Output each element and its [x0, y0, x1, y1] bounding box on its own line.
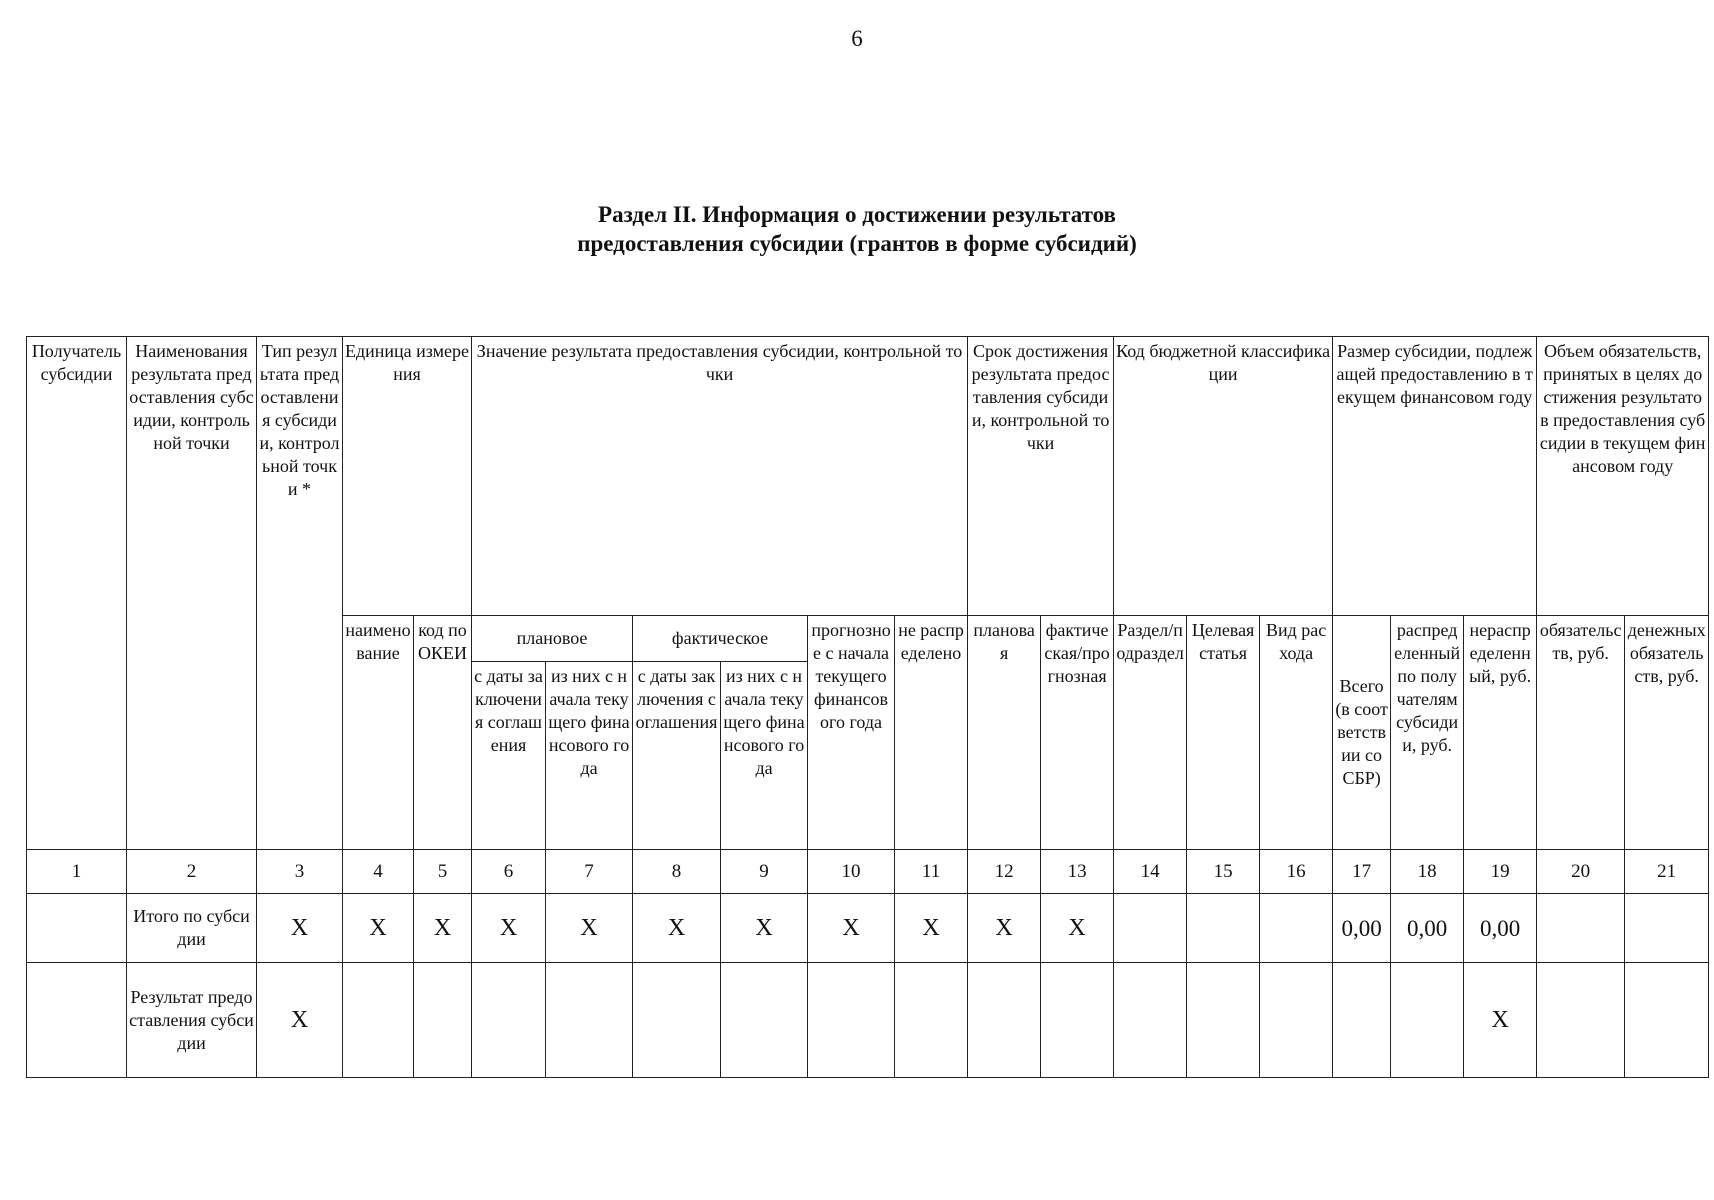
header-deadline-planned: плановая	[968, 616, 1041, 850]
subsidy-results-table	[26, 336, 1709, 1078]
header-actual-from-date: с даты заключения соглашения	[633, 662, 721, 850]
table-row-total	[27, 894, 1709, 963]
result-cell	[721, 963, 808, 1078]
result-label: Результат предоставления субсидии	[127, 963, 257, 1078]
column-number: 12	[968, 850, 1041, 894]
header-unit-name: наименование	[343, 616, 414, 850]
column-number: 9	[721, 850, 808, 894]
total-target-item-cell	[1187, 894, 1260, 963]
column-number: 17	[1333, 850, 1391, 894]
total-expense-type-cell	[1260, 894, 1333, 963]
header-planned: плановое	[472, 616, 633, 662]
page-number: 6	[851, 26, 863, 51]
result-cell	[1625, 963, 1709, 1078]
result-type-x: X	[257, 963, 343, 1078]
column-number: 21	[1625, 850, 1709, 894]
header-forecast: прогнозное с начала текущего финансового года	[808, 616, 895, 850]
total-type-x: X	[257, 894, 343, 963]
header-distributed: распределенный по получателям субсидии, руб.	[1391, 616, 1464, 850]
column-number: 16	[1260, 850, 1333, 894]
column-number: 5	[414, 850, 472, 894]
total-section-cell	[1114, 894, 1187, 963]
header-total-sbr: Всего (в соответствии со СБР)	[1333, 616, 1391, 850]
total-label: Итого по субсидии	[127, 894, 257, 963]
total-deadline-actual-x: X	[1041, 894, 1114, 963]
result-cell	[546, 963, 633, 1078]
column-number: 14	[1114, 850, 1187, 894]
column-number: 10	[808, 850, 895, 894]
total-distributed-amount: 0,00	[1391, 894, 1464, 963]
table-row-result	[27, 963, 1709, 1078]
header-obligations: Объем обязательств, принятых в целях достижения результатов предоставления субсидии в текущем финансовом году	[1537, 337, 1709, 616]
total-unit-code-x: X	[414, 894, 472, 963]
header-planned-from-date: с даты заключения соглашения	[472, 662, 546, 850]
total-deadline-planned-x: X	[968, 894, 1041, 963]
result-cell	[1187, 963, 1260, 1078]
header-planned-from-year: из них с начала текущего финансового года	[546, 662, 633, 850]
column-number: 19	[1464, 850, 1537, 894]
section-title-line-2: предоставления субсидии (грантов в форме субсидий)	[577, 231, 1137, 256]
header-row-top	[27, 337, 1709, 616]
total-unit-name-x: X	[343, 894, 414, 963]
header-undistributed-rub: нераспределенный, руб.	[1464, 616, 1537, 850]
result-cell	[1114, 963, 1187, 1078]
column-number: 4	[343, 850, 414, 894]
result-cell	[968, 963, 1041, 1078]
total-forecast-x: X	[808, 894, 895, 963]
column-number: 3	[257, 850, 343, 894]
total-recipient-cell	[27, 894, 127, 963]
header-unit: Единица измерения	[343, 337, 472, 616]
section-title	[0, 200, 1714, 258]
result-undistributed-x: X	[1464, 963, 1537, 1078]
header-budget-code: Код бюджетной классификации	[1114, 337, 1333, 616]
header-target-item: Целевая статья	[1187, 616, 1260, 850]
column-number: 1	[27, 850, 127, 894]
column-number: 18	[1391, 850, 1464, 894]
header-expense-type: Вид расхода	[1260, 616, 1333, 850]
result-cell	[343, 963, 414, 1078]
column-number: 6	[472, 850, 546, 894]
result-cell	[808, 963, 895, 1078]
column-number: 8	[633, 850, 721, 894]
result-cell	[1391, 963, 1464, 1078]
column-number: 20	[1537, 850, 1625, 894]
header-recipient: Получатель субсидии	[27, 337, 127, 850]
total-undistributed-amount: 0,00	[1464, 894, 1537, 963]
total-planned-date-x: X	[472, 894, 546, 963]
result-cell	[472, 963, 546, 1078]
section-title-line-1: Раздел II. Информация о достижении результатов	[598, 202, 1116, 227]
header-unit-code: код по ОКЕИ	[414, 616, 472, 850]
column-number: 11	[895, 850, 968, 894]
header-result-type: Тип результата предоставления субсидии, контрольной точки *	[257, 337, 343, 850]
total-monetary-cell	[1625, 894, 1709, 963]
total-actual-date-x: X	[633, 894, 721, 963]
result-cell	[633, 963, 721, 1078]
result-cell	[1041, 963, 1114, 1078]
result-cell	[1260, 963, 1333, 1078]
header-subsidy-size: Размер субсидии, подлежащей предоставлению в текущем финансовом году	[1333, 337, 1537, 616]
total-undistributed-x: X	[895, 894, 968, 963]
total-obligations-cell	[1537, 894, 1625, 963]
header-value: Значение результата предоставления субсидии, контрольной точки	[472, 337, 968, 616]
column-number: 7	[546, 850, 633, 894]
column-number-row	[27, 850, 1709, 894]
header-section: Раздел/подраздел	[1114, 616, 1187, 850]
column-number: 13	[1041, 850, 1114, 894]
header-actual: фактическое	[633, 616, 808, 662]
header-deadline-actual: фактическая/прогнозная	[1041, 616, 1114, 850]
header-deadline: Срок достижения результата предоставления субсидии, контрольной точки	[968, 337, 1114, 616]
header-actual-from-year: из них с начала текущего финансового года	[721, 662, 808, 850]
result-cell	[895, 963, 968, 1078]
header-result-name: Наименования результата предоставления субсидии, контрольной точки	[127, 337, 257, 850]
header-obligations-rub: обязательств, руб.	[1537, 616, 1625, 850]
result-cell	[414, 963, 472, 1078]
column-number: 15	[1187, 850, 1260, 894]
header-undistributed: не распределено	[895, 616, 968, 850]
total-planned-year-x: X	[546, 894, 633, 963]
total-actual-year-x: X	[721, 894, 808, 963]
total-sbr-amount: 0,00	[1333, 894, 1391, 963]
column-number: 2	[127, 850, 257, 894]
result-cell	[1333, 963, 1391, 1078]
result-cell	[1537, 963, 1625, 1078]
header-monetary-obligations: денежных обязательств, руб.	[1625, 616, 1709, 850]
result-recipient-cell	[27, 963, 127, 1078]
